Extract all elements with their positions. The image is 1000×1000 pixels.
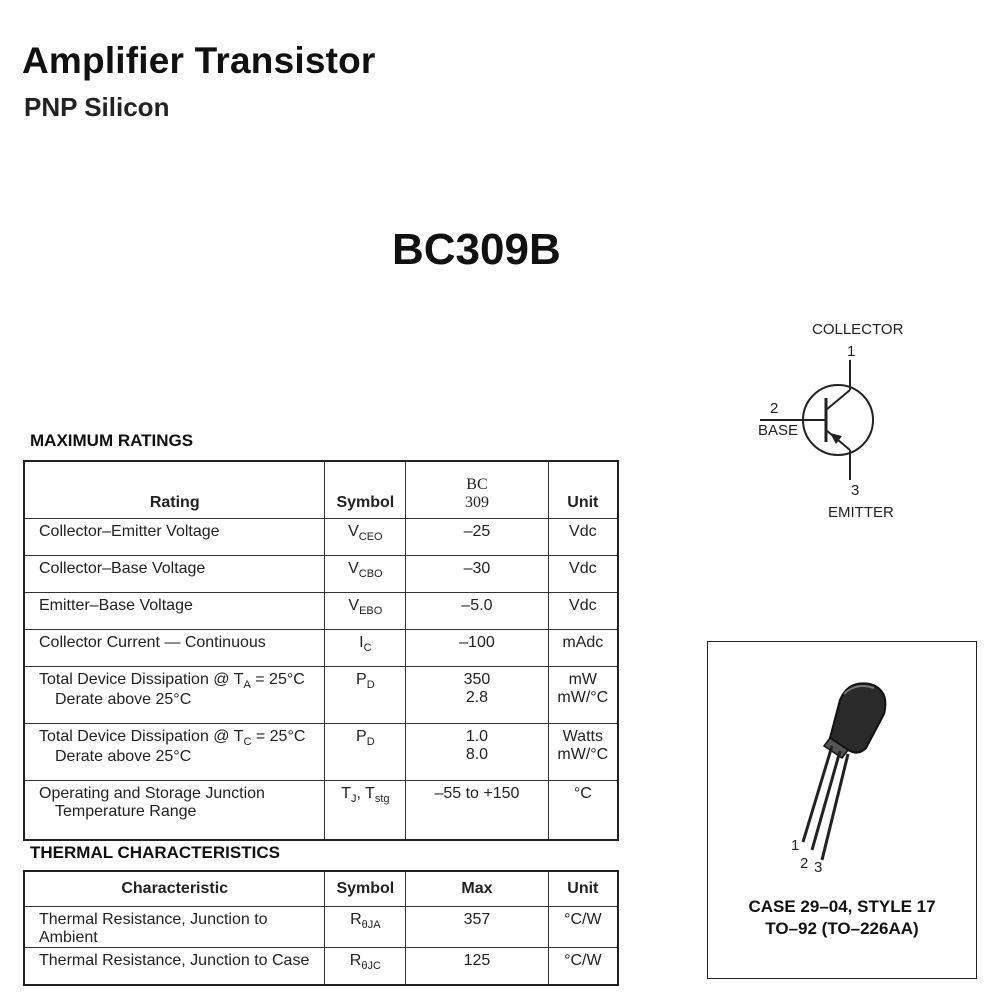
unit-line2: mW/°C [557, 689, 609, 706]
symbol-cell [325, 667, 406, 724]
symbol-cell [325, 519, 406, 556]
symbol-cell [325, 781, 406, 841]
symbol-subscript: D [366, 679, 375, 691]
header-symbol: Symbol [325, 871, 406, 907]
rating-cell [24, 781, 325, 841]
symbol-main: V [348, 560, 359, 577]
rating-cell [24, 724, 325, 781]
value-cell: –55 to +150 [406, 781, 548, 841]
symbol-main: R [350, 911, 362, 928]
rating-cell: Collector–Emitter Voltage [24, 519, 325, 556]
header-rating: Rating [24, 461, 325, 519]
symbol-cell [325, 630, 406, 667]
base-label: BASE [758, 422, 799, 439]
unit-cell [548, 667, 618, 724]
table-row [24, 781, 618, 841]
symbol-main: T [341, 785, 351, 802]
symbol-cell [325, 593, 406, 630]
unit-cell: °C/W [548, 907, 618, 948]
rating-text: Total Device Dissipation @ T [39, 728, 244, 745]
value-line2: 8.0 [465, 746, 489, 763]
table-row [24, 948, 618, 986]
part-number: BC309B [392, 225, 561, 274]
unit-cell: °C/W [548, 948, 618, 986]
table-row [24, 667, 618, 724]
symbol-subscript-2: stg [374, 793, 390, 805]
symbol-main: V [348, 523, 359, 540]
pnp-transistor-symbol [750, 318, 920, 528]
value-cell [406, 667, 548, 724]
symbol-subscript: C [363, 642, 372, 654]
header-value-line1: BC [466, 476, 488, 493]
rating-cell: Collector–Base Voltage [24, 556, 325, 593]
max-ratings-title: MAXIMUM RATINGS [30, 431, 194, 450]
rating-cell [24, 667, 325, 724]
symbol-separator: , T [356, 785, 375, 802]
value-cell: –5.0 [406, 593, 548, 630]
thermal-title: THERMAL CHARACTERISTICS [30, 843, 280, 862]
rating-text: Operating and Storage Junction [39, 785, 265, 802]
symbol-main: V [348, 597, 360, 614]
rating-line2: Temperature Range [55, 803, 197, 820]
case-line1: CASE 29–04, STYLE 17 [748, 897, 936, 916]
emitter-pin-number: 3 [851, 482, 860, 499]
unit-cell: mAdc [548, 630, 618, 667]
unit-cell: Vdc [548, 593, 618, 630]
unit-line1: mW [568, 671, 598, 688]
rating-text: Total Device Dissipation @ T [39, 671, 244, 688]
symbol-subscript: θJC [361, 960, 381, 972]
base-pin-number: 2 [770, 400, 779, 417]
page-title: Amplifier Transistor [22, 40, 376, 81]
rating-text-end: = 25°C [251, 728, 306, 745]
max-cell: 125 [406, 948, 548, 986]
symbol-subscript: D [366, 736, 375, 748]
package-case-box [707, 641, 977, 979]
header-value [406, 461, 548, 519]
header-max: Max [406, 871, 548, 907]
symbol-subscript: CEO [358, 531, 383, 543]
case-line2: TO–92 (TO–226AA) [765, 919, 919, 938]
thermal-table [23, 870, 619, 986]
value-cell: –30 [406, 556, 548, 593]
table-row [24, 593, 618, 630]
table-row [24, 630, 618, 667]
header-characteristic: Characteristic [24, 871, 325, 907]
header-value-line2: 309 [464, 494, 489, 511]
table-header-row [24, 461, 618, 519]
case-description [708, 896, 976, 940]
rating-text-end: = 25°C [250, 671, 305, 688]
value-line1: 350 [463, 671, 491, 688]
symbol-cell [325, 724, 406, 781]
header-symbol: Symbol [325, 461, 406, 519]
symbol-cell [325, 556, 406, 593]
rating-cell: Emitter–Base Voltage [24, 593, 325, 630]
page-subtitle: PNP Silicon [24, 92, 170, 122]
symbol-main: R [349, 952, 362, 969]
to92-package-drawing [778, 672, 908, 872]
value-line2: 2.8 [465, 689, 489, 706]
unit-cell: °C [548, 781, 618, 841]
max-ratings-table [23, 460, 619, 841]
package-pin-2: 2 [800, 855, 809, 872]
header-unit: Unit [548, 871, 618, 907]
unit-cell: Vdc [548, 519, 618, 556]
table-row [24, 556, 618, 593]
collector-label: COLLECTOR [812, 321, 904, 338]
value-cell [406, 724, 548, 781]
rating-line2: Derate above 25°C [55, 691, 192, 708]
rating-cell: Collector Current — Continuous [24, 630, 325, 667]
unit-line1: Watts [562, 728, 603, 745]
characteristic-cell: Thermal Resistance, Junction to Ambient [24, 907, 325, 948]
symbol-subscript: EBO [359, 605, 383, 617]
symbol-subscript: J [350, 793, 357, 805]
unit-cell [548, 724, 618, 781]
emitter-label: EMITTER [828, 504, 894, 521]
symbol-cell [325, 907, 406, 948]
collector-pin-number: 1 [847, 343, 856, 360]
table-row [24, 907, 618, 948]
rating-subscript: A [243, 679, 251, 691]
table-header-row [24, 871, 618, 907]
header-unit: Unit [548, 461, 618, 519]
characteristic-cell: Thermal Resistance, Junction to Case [24, 948, 325, 986]
value-cell: –100 [406, 630, 548, 667]
symbol-main: P [356, 671, 367, 688]
symbol-subscript: CBO [358, 568, 383, 580]
unit-cell: Vdc [548, 556, 618, 593]
symbol-main: I [359, 634, 364, 651]
package-pin-1: 1 [791, 837, 800, 854]
symbol-main: P [356, 728, 367, 745]
rating-subscript: C [243, 736, 252, 748]
symbol-subscript: θJA [361, 919, 381, 931]
package-pin-3: 3 [814, 859, 823, 872]
max-cell: 357 [406, 907, 548, 948]
table-row [24, 519, 618, 556]
rating-line2: Derate above 25°C [55, 748, 192, 765]
value-cell: –25 [406, 519, 548, 556]
table-row [24, 724, 618, 781]
symbol-cell [325, 948, 406, 986]
value-line1: 1.0 [465, 728, 489, 745]
unit-line2: mW/°C [557, 746, 609, 763]
